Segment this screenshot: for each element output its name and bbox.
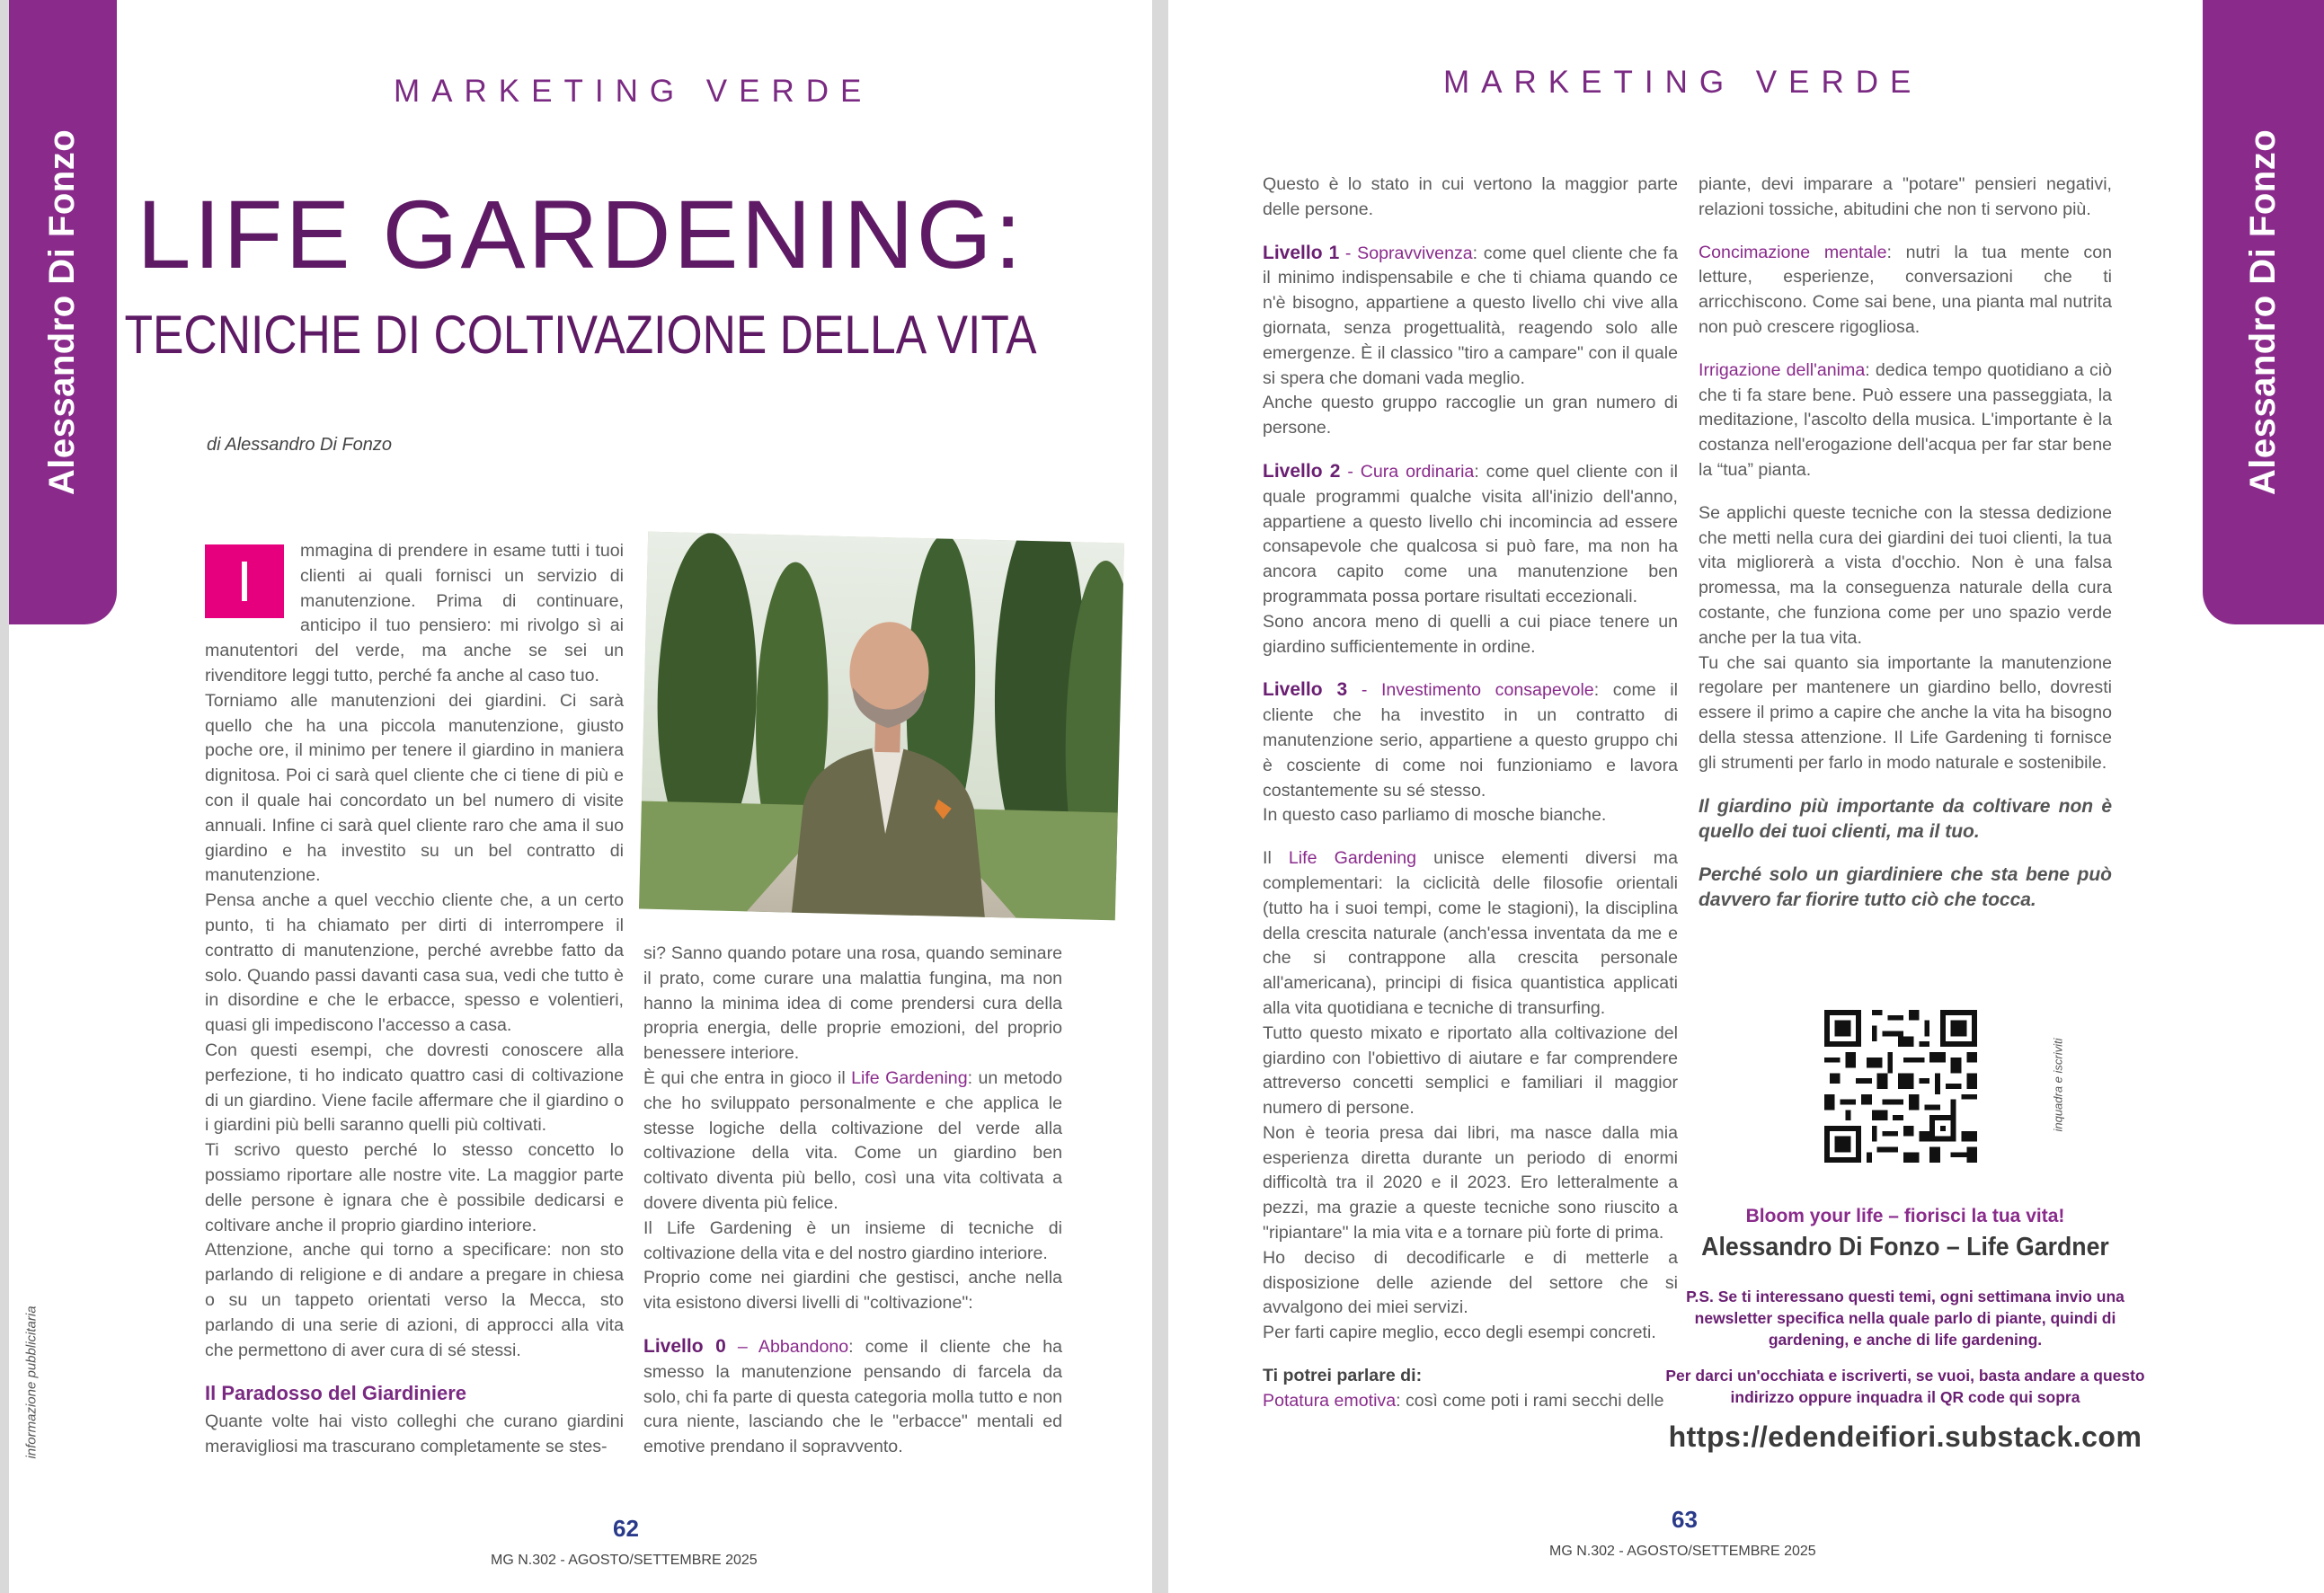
col4-paragraph-1: piante, devi imparare a "potare" pensieri negativi, relazioni tossiche, abitudini che non ti servono più. [1699, 174, 2112, 219]
article-column-2 [643, 942, 1062, 1460]
irrigazione-anima: Irrigazione dell'anima: dedica tempo quotidiano a ciò che ti fa stare bene. Può essere una passeggiata, la meditazione, l'ascolto della musica. L'importante è la costanza nell'erogazione dell'acqua per far star bene la “tua” pianta. [1699, 359, 2112, 480]
col1-paragraph-6: Attenzione, anche qui torno a specificare: non sto parlando di religione e di andare a pregare in chiesa o su un tappeto orientati verso la Mecca, sto parlando di una serie di azioni, di approcci alla vita che permettono di aver cura di sé stessi. [205, 1240, 624, 1360]
cta-signature: Alessandro Di Fonzo – Life Gardner [1701, 1233, 2109, 1261]
level-1-more: Anche questo gruppo raccoglie un gran numero di persone. [1263, 393, 1678, 438]
page-number-left: 62 [613, 1515, 639, 1542]
col3-paragraph-decision: Ho deciso di decodificarle e di metterle a disposizione delle aziende del settore che si avvalgono dei miei servizi. [1263, 1247, 1678, 1318]
life-gardening-paragraph: Il Life Gardening unisce elementi diversi ma complementari: la ciclicità delle filosofie orientali (tutto ha i suoi tempi, come le stagioni), la disciplina della crescita naturale (anch'essa inventata da me e che si contrappone alla crescita personale all'americana), principi di fisica quantistica applicati alla vita quotidiana e tecniche di transurfing. [1263, 848, 1678, 1018]
level-1: Livello 1 - Sopravvivenza: come quel cliente che fa il minimo indispensabile e che ti chiama quando ce n'è bisogno, appartiene a questo livello chi vive alla giornata, senza progettualità, reagendo solo alle emergenze. È il classico "tiro a campare" con il quale si spera che domani vada meglio. [1263, 242, 1678, 388]
level-2: Livello 2 - Cura ordinaria: come quel cliente con il quale programmi qualche visita all'inizio dell'anno, appartiene a questo livello chi incomincia ad essere consapevole che qualcosa si può fare, ma non ha ancora capito come una manutenzione ben programmata possa portare risultati eccezionali. [1263, 460, 1679, 606]
article-subtitle: TECNICHE DI COLTIVAZIONE DELLA VITA [124, 305, 1037, 365]
issue-info-right: MG N.302 - AGOSTO/SETTEMBRE 2025 [1549, 1544, 1816, 1559]
talk-label: Ti potrei parlare di: [1263, 1366, 1423, 1386]
col1-paragraph-2: Torniamo alle manutenzioni dei giardini. Ci sarà quello che ha una piccola manutenzione, giusto poche ore, il minimo per tenere il giardino in maniera dignitosa. Poi ci sarà quel cliente che ci tiene di più e con il quale hai concordato un bel numero di visite annuali. Infine ci sarà quel cliente raro che ama il suo giardino e ha investito su un bel contratto di manutenzione. [205, 690, 624, 886]
col2-paragraph-4: Proprio come nei giardini che gestisci, anche nella vita esistono diversi livelli di "coltivazione": [643, 1268, 1062, 1314]
col3-paragraph-mix: Tutto questo mixato e riportato alla coltivazione del giardino con l'obiettivo di aiutare e far comprendere attreverso concetti semplici e familiari il maggior numero di persone. [1263, 1022, 1678, 1119]
level-0: Livello 0 – Abbandono: come il cliente che ha smesso la manutenzione pensando di farcela da solo, chi fa parte di questa categoria molla tutto e non cura niente, lasciando che le "erbacce" mentali ed emotive prendano il sopravvento. [643, 1335, 1063, 1457]
qr-code-icon [1824, 1010, 1977, 1163]
level-2-more: Sono ancora meno di quelli a cui piace tenere un giardino sufficientemente in ordine. [1263, 611, 1678, 657]
author-tab-right [2203, 0, 2324, 624]
author-photo-image [639, 532, 1124, 921]
col2-paragraph-2: È qui che entra in gioco il Life Gardening: un metodo che ho sviluppato personalmente e che applica le stesse logiche della coltivazione del verde alla coltivazione della vita. Come un giardino ben coltivato diventa più bello, così una vita coltivata a dovere diventa più felice. [643, 1067, 1062, 1213]
col1-paragraph-4: Con questi esempi, che dovresti conoscere alla perfezione, ti ho indicato quattro casi di coltivazione di un giardino. Viene facile affermare che il giardino o i giardini più belli saranno quelli più coltivati. [205, 1040, 624, 1136]
qr-code[interactable] [1824, 1010, 1977, 1163]
right-page [1168, 0, 2324, 1593]
cta-block [1658, 1206, 2152, 1454]
author-photo [639, 532, 1124, 921]
col1-paragraph-5: Ti scrivo questo perché lo stesso concetto lo possiamo riportare alle nostre vite. La maggior parte delle persone è ignara che è possibile dedicarsi e coltivare anche il proprio giardino interiore. [205, 1140, 624, 1235]
concimazione-mentale: Concimazione mentale: nutri la tua mente con letture, esperienze, conversazioni che ti arricchiscono. Come sai bene, una pianta mal nutrita non può crescere rigogliosa. [1699, 242, 2112, 337]
left-page [9, 0, 1152, 1593]
col1-paragraph-7: Quante volte hai visto colleghi che curano giardini meravigliosi ma trascurano completamente se stes- [205, 1412, 624, 1456]
issue-info-left: MG N.302 - AGOSTO/SETTEMBRE 2025 [491, 1553, 758, 1568]
subheading-paradosso: Il Paradosso del Giardiniere [205, 1382, 466, 1405]
cta-ps: P.S. Se ti interessano questi temi, ogni settimana invio una newsletter specifica nella quale parlo di piante, quindi di gardening, e anche di life gardening. [1686, 1288, 2124, 1349]
col2-paragraph-1: si? Sanno quando potare una rosa, quando seminare il prato, come curare una malattia fungina, ma non hanno la minima idea di come prendersi cura della propria energia, delle proprie emozioni, del proprio benessere interiore. [643, 943, 1062, 1064]
article-column-1 [205, 539, 624, 1460]
qr-note: inquadra e iscriviti [2051, 1038, 2065, 1132]
page-number-right: 63 [1672, 1506, 1698, 1533]
section-header-left: MARKETING VERDE [394, 74, 874, 109]
col3-paragraph-examples: Per farti capire meglio, ecco degli esempi concreti. [1263, 1323, 1656, 1343]
col3-paragraph-experience: Non è teoria presa dai libri, ma nasce dalla mia esperienza diretta durante un periodo di enormi difficoltà tra il 2020 e il 2023. Ero letteralmente a pezzi, ma grazie a queste tecniche sono riuscito a "ripiantare" la mia vita e a tornare più forte di prima. [1263, 1122, 1678, 1243]
level-3-more: In questo caso parliamo di mosche bianche. [1263, 805, 1607, 826]
article-column-3 [1263, 173, 1678, 1414]
article-column-4 [1699, 173, 2112, 913]
life-gardening-highlight: Life Gardening [851, 1067, 968, 1088]
quote-2: Perché solo un giardiniere che sta bene può davvero far fiorire tutto ciò che tocca. [1699, 863, 2112, 910]
cta-invite: Per darci un'occhiata e iscriverti, se vuoi, basta andare a questo indirizzo oppure inquadra il QR code qui sopra [1665, 1367, 2145, 1406]
cta-bloom: Bloom your life – fiorisci la tua vita! [1745, 1206, 2065, 1226]
advertising-note: informazione pubblicitaria [23, 1305, 40, 1459]
quote-1: Il giardino più importante da coltivare non è quello dei tuoi clienti, ma il tuo. [1699, 795, 2112, 842]
potatura-emotiva: Potatura emotiva: così come poti i rami secchi delle [1263, 1390, 1664, 1411]
level-3: Livello 3 - Investimento consapevole: come il cliente che ha investito in un contratto di manutenzione serio, appartiene a questo gruppo chi è cosciente di come noi funzioniamo e lavora costantemente su sé stesso. [1263, 679, 1678, 801]
byline: di Alessandro Di Fonzo [207, 435, 393, 455]
article-title: LIFE GARDENING: [137, 180, 1025, 288]
newsletter-link[interactable]: https://edendeifiori.substack.com [1668, 1420, 2142, 1453]
col2-paragraph-3: Il Life Gardening è un insieme di tecniche di coltivazione della vita e del nostro giardino interiore. [643, 1217, 1062, 1263]
col4-paragraph-apply: Se applichi queste tecniche con la stessa dedizione che metti nella cura dei giardini dei tuoi clienti, la tua vita migliorerà a vista d'occhio. Non è una falsa promessa, ma la conseguenza naturale della cura costante, che funziona come per uno spazio verde anche per la tua vita. [1699, 502, 2112, 648]
col1-paragraph-1: mmagina di prendere in esame tutti i tuoi clienti ai quali fornisci un servizio di manutenzione. Prima di continuare, anticipo il tuo pensiero: mi rivolgo sì ai manutentori del verde, ma anche se sei un rivenditore leggi tutto, perché fa anche al caso tuo. [205, 541, 624, 686]
col1-paragraph-3: Pensa anche a quel vecchio cliente che, a un certo punto, ti ha chiamato per dirti di interrompere il contratto di manutenzione, perché avrebbe fatto da solo. Quando passi davanti casa sua, vedi che tutto è in disordine e che le erbacce, spesso e volentieri, quasi gli impediscono l'accesso a casa. [205, 890, 624, 1036]
author-tab-right-label: Alessandro Di Fonzo [2243, 128, 2283, 496]
section-header-right: MARKETING VERDE [1443, 65, 1923, 100]
col3-paragraph-1: Questo è lo stato in cui vertono la maggior parte delle persone. [1263, 174, 1678, 219]
drop-cap: I [205, 544, 284, 618]
author-tab-left-label: Alessandro Di Fonzo [42, 128, 83, 496]
col4-paragraph-you: Tu che sai quanto sia importante la manutenzione regolare per mantenere un giardino bello, dovresti essere il primo a capire che anche la vita ha bisogno della stessa attenzione. Il Life Gardening ti fornisce gli strumenti per farlo in modo naturale e sostenibile. [1699, 652, 2112, 773]
